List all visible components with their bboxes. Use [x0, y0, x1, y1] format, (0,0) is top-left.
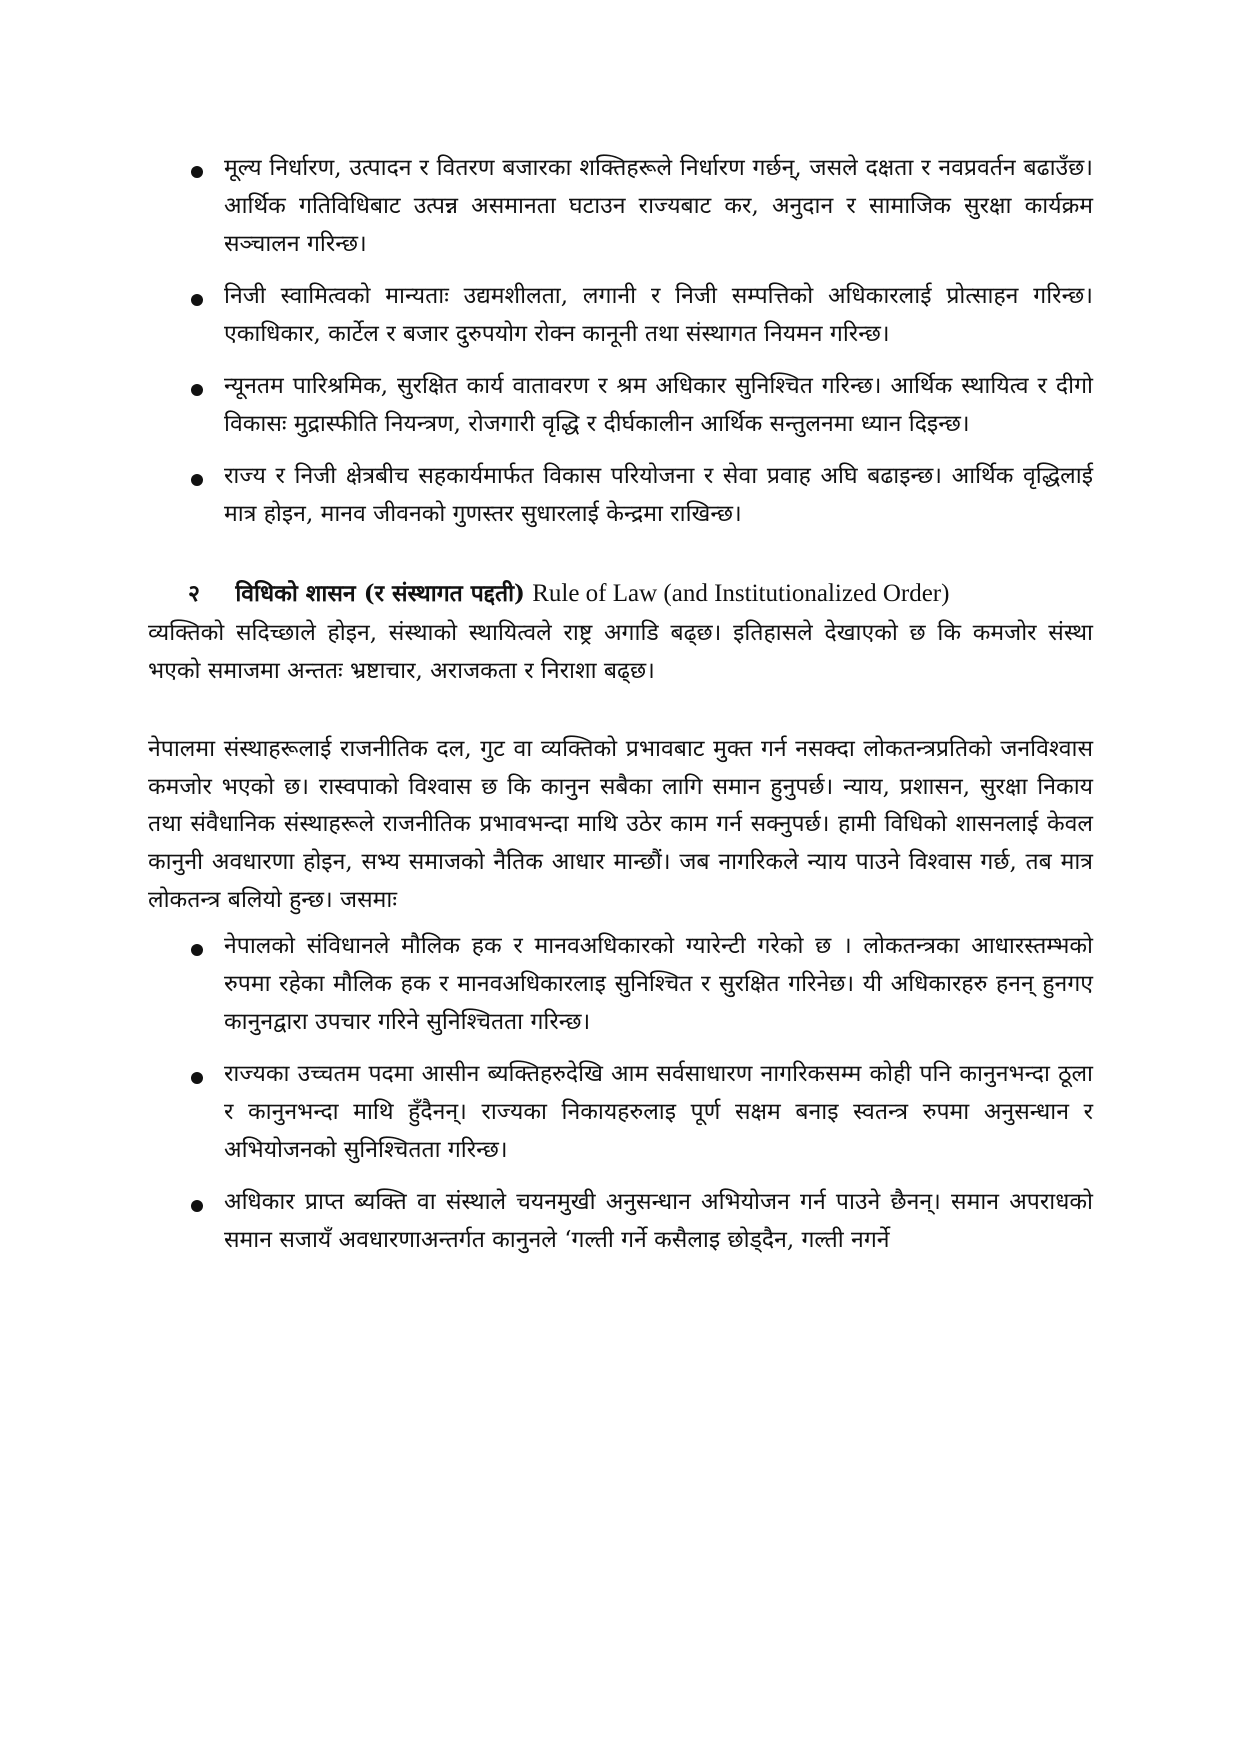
- list-item-text: निजी स्वामित्वको मान्यताः उद्यमशीलता, लगानी र निजी सम्पत्तिको अधिकारलाई प्रोत्साहन गरिन्छ। एकाधिकार, कार्टेल र बजार दुरुपयोग रोक्न कानूनी तथा संस्थागत नियमन गरिन्छ।: [224, 282, 1093, 347]
- bullet-icon: [191, 1200, 203, 1212]
- section-heading: [148, 573, 1093, 614]
- list-item: [148, 150, 1093, 264]
- bullet-icon: [191, 474, 203, 486]
- bullet-icon: [191, 384, 203, 396]
- bullet-icon: [191, 1072, 203, 1084]
- intro-paragraph: व्यक्तिको सदिच्छाले होइन, संस्थाको स्थायित्वले राष्ट्र अगाडि बढ्छ। इतिहासले देखाएको छ कि कमजोर संस्था भएको समाजमा अन्ततः भ्रष्टाचार, अराजकता र निराशा बढ्छ।: [148, 619, 1093, 684]
- rule-of-law-bullet-list: [148, 928, 1093, 1260]
- list-item-text: राज्यका उच्चतम पदमा आसीन ब्यक्तिहरुदेखि आम सर्वसाधारण नागरिकसम्म कोही पनि कानुनभन्दा ठूला र कानुनभन्दा माथि हुँदैनन्। राज्यका निकायहरुलाइ पूर्ण सक्षम बनाइ स्वतन्त्र रुपमा अनुसन्धान र अभियोजनको सुनिश्चितता गरिन्छ।: [224, 1061, 1093, 1163]
- page-content: [148, 150, 1093, 1274]
- list-item-text: नेपालको संविधानले मौलिक हक र मानवअधिकारको ग्यारेन्टी गरेको छ । लोकतन्त्रका आधारस्तम्भको रुपमा रहेका मौलिक हक र मानवअधिकारलाइ सुनिश्चित र सुरक्षित गरिनेछ। यी अधिकारहरु हनन् हुनगए कानुनद्वारा उपचार गरिने सुनिश्चितता गरिन्छ।: [224, 933, 1093, 1036]
- bullet-icon: [191, 166, 203, 178]
- list-item-text: न्यूनतम पारिश्रमिक, सुरक्षित कार्य वातावरण र श्रम अधिकार सुनिश्चित गरिन्छ। आर्थिक स्थायित्व र दीगो विकासः मुद्रास्फीति नियन्त्रण, रोजगारी वृद्धि र दीर्घकालीन आर्थिक सन्तुलनमा ध्यान दिइन्छ।: [224, 372, 1093, 437]
- list-item: [148, 278, 1093, 354]
- bullet-icon: [191, 944, 203, 956]
- list-item-text: राज्य र निजी क्षेत्रबीच सहकार्यमार्फत विकास परियोजना र सेवा प्रवाह अघि बढाइन्छ। आर्थिक वृद्धिलाई मात्र होइन, मानव जीवनको गुणस्तर सुधारलाई केन्द्रमा राखिन्छ।: [224, 462, 1093, 527]
- bullet-icon: [191, 294, 203, 306]
- section-number: २: [188, 580, 200, 608]
- economic-bullet-list: [148, 150, 1093, 533]
- list-item: [148, 458, 1093, 534]
- list-item: [148, 928, 1093, 1042]
- section-title-nepali: विधिको शासन (र संस्थागत पद्दती): [235, 580, 525, 608]
- list-item: [148, 1056, 1093, 1170]
- list-item-text: अधिकार प्राप्त ब्यक्ति वा संस्थाले चयनमुखी अनुसन्धान अभियोजन गर्न पाउने छैनन्। समान अपराधको समान सजायँ अवधारणाअन्तर्गत कानुनले ‘गल्ती गर्ने कसैलाइ छोड्दैन, गल्ती नगर्ने: [224, 1188, 1093, 1253]
- main-paragraph: नेपालमा संस्थाहरूलाई राजनीतिक दल, गुट वा व्यक्तिको प्रभावबाट मुक्त गर्न नसक्दा लोकतन्त्रप्रतिको जनविश्वास कमजोर भएको छ। रास्वपाको विश्वास छ कि कानुन सबैका लागि समान हुनुपर्छ। न्याय, प्रशासन, सुरक्षा निकाय तथा संवैधानिक संस्थाहरूले राजनीतिक प्रभावभन्दा माथि उठेर काम गर्न सक्नुपर्छ। हामी विधिको शासनलाई केवल कानुनी अवधारणा होइन, सभ्य समाजको नैतिक आधार मान्छौं। जब नागरिकले न्याय पाउने विश्वास गर्छ, तब मात्र लोकतन्त्र बलियो हुन्छ। जसमाः: [148, 735, 1093, 914]
- list-item: [148, 1184, 1093, 1260]
- list-item-text: मूल्य निर्धारण, उत्पादन र वितरण बजारका शक्तिहरूले निर्धारण गर्छन्, जसले दक्षता र नवप्रवर्तन बढाउँछ। आर्थिक गतिविधिबाट उत्पन्न असमानता घटाउन राज्यबाट कर, अनुदान र सामाजिक सुरक्षा कार्यक्रम सञ्चालन गरिन्छ।: [224, 155, 1093, 257]
- section-title-english: Rule of Law (and Institutionalized Order): [532, 580, 950, 608]
- list-item: [148, 368, 1093, 444]
